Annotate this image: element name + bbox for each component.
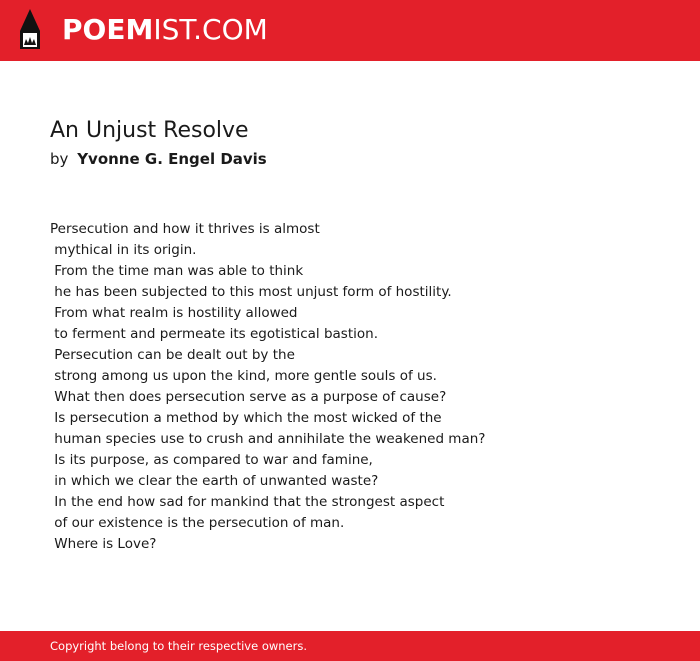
poem-line: in which we clear the earth of unwanted waste?: [50, 473, 379, 489]
poem-line: to ferment and permeate its egotistical bastion.: [50, 326, 378, 342]
poem-line: Persecution and how it thrives is almost: [50, 221, 320, 237]
poem-title: An Unjust Resolve: [50, 118, 249, 143]
poem-line: human species use to crush and annihilate the weakened man?: [50, 431, 486, 447]
poem-body: [50, 219, 485, 555]
poem-line: In the end how sad for mankind that the strongest aspect: [50, 494, 445, 510]
pencil-tip-icon[interactable]: [18, 9, 42, 51]
brand-bold: POEM: [62, 13, 154, 46]
poem-line: From the time man was able to think: [50, 263, 304, 279]
poem-line: What then does persecution serve as a purpose of cause?: [50, 389, 447, 405]
copyright-text: Copyright belong to their respective owners.: [50, 639, 308, 653]
poem-line: Persecution can be dealt out by the: [50, 347, 295, 363]
site-footer: [0, 631, 700, 661]
poem-line: he has been subjected to this most unjust form of hostility.: [50, 284, 452, 300]
byline: [50, 150, 267, 168]
poem-line: Is its purpose, as compared to war and famine,: [50, 452, 373, 468]
poem-line: Is persecution a method by which the most wicked of the: [50, 410, 442, 426]
poem-line: From what realm is hostility allowed: [50, 305, 298, 321]
site-header: [0, 0, 700, 61]
brand-light: IST.COM: [153, 13, 268, 46]
by-label: by: [50, 150, 69, 168]
author-name[interactable]: Yvonne G. Engel Davis: [77, 150, 267, 168]
poem-line: Where is Love?: [50, 536, 157, 552]
poem-line: strong among us upon the kind, more gentle souls of us.: [50, 368, 437, 384]
poem-line: of our existence is the persecution of man.: [50, 515, 345, 531]
site-logo-text[interactable]: [62, 13, 268, 47]
poem-line: mythical in its origin.: [50, 242, 197, 258]
